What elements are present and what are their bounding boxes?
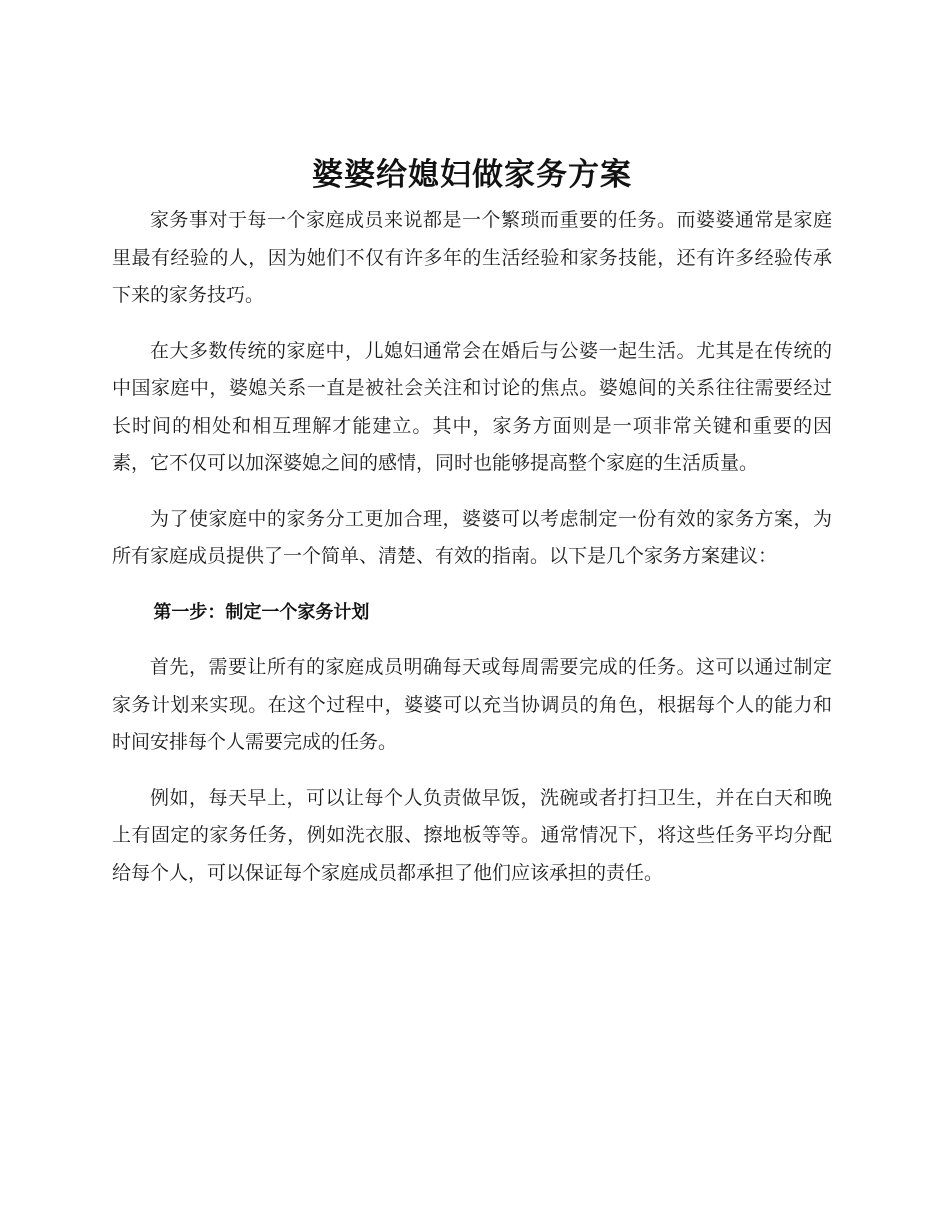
step-1-heading: 第一步：制定一个家务计划: [153, 601, 370, 623]
step-1-paragraph: 首先，需要让所有的家庭成员明确每天或每周需要完成的任务。这可以通过制定家务计划来实现。在这个过程中，婆婆可以充当协调员的角色，根据每个人的能力和时间安排每个人需要完成的任务。: [112, 656, 832, 753]
document-title: 婆婆给媳妇做家务方案: [312, 157, 632, 193]
proposal-paragraph: 为了使家庭中的家务分工更加合理，婆婆可以考虑制定一份有效的家务方案，为所有家庭成员提供了一个简单、清楚、有效的指南。以下是几个家务方案建议：: [112, 507, 832, 567]
intro-paragraph: 家务事对于每一个家庭成员来说都是一个繁琐而重要的任务。而婆婆通常是家庭里最有经验的人，因为她们不仅有许多年的生活经验和家务技能，还有许多经验传承下来的家务技巧。: [112, 209, 832, 306]
context-paragraph: 在大多数传统的家庭中，儿媳妇通常会在婚后与公婆一起生活。尤其是在传统的中国家庭中，婆媳关系一直是被社会关注和讨论的焦点。婆媳间的关系往往需要经过长时间的相处和相互理解才能建立。其中，家务方面则是一项非常关键和重要的因素，它不仅可以加深婆媳之间的感情，同时也能够提高整个家庭的生活质量。: [112, 339, 832, 474]
document-page: [112, 148, 832, 910]
step-1-example-paragraph: 例如，每天早上，可以让每个人负责做早饭，洗碗或者打扫卫生，并在白天和晚上有固定的家务任务，例如洗衣服、擦地板等等。通常情况下，将这些任务平均分配给每个人，可以保证每个家庭成员都承担了他们应该承担的责任。: [112, 786, 832, 884]
